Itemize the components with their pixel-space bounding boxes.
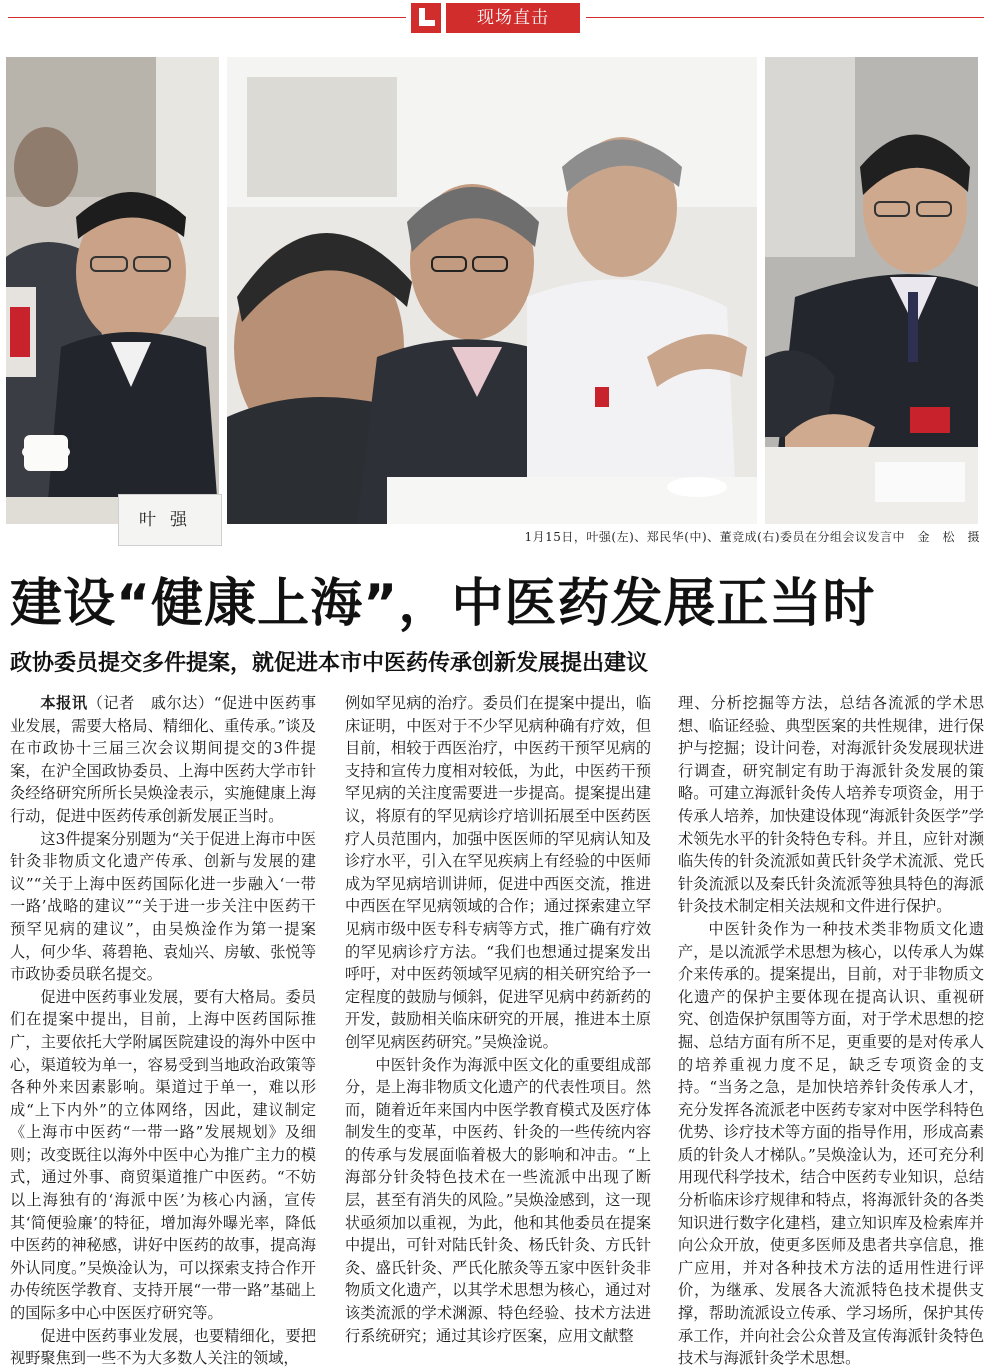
section-label: 现场直击 [446, 3, 580, 33]
article-paragraph: 这3件提案分别题为“关于促进上海市中医针灸非物质文化遗产传承、创新与发展的建议”“关于上海中医药国际化进一步融入‘一带一路’战略的建议”“关于进一步关注中医药干预罕见病的建议”，由吴焕淦作为第一提案人，何少华、蒋碧艳、袁灿兴、房敏、张悦等市政协委员联名提交。 [10, 829, 317, 984]
byline-reporter: （记者 戚尔达） [87, 694, 214, 712]
photo-right-speaker [765, 57, 978, 524]
article-column-2 [345, 692, 651, 1345]
nameplate: 叶强 [118, 494, 222, 546]
byline: 本报讯 [40, 694, 88, 712]
article-paragraph: 促进中医药事业发展，要有大格局。委员们在提案中提出，目前，上海中医药国际推广，主要依托大学附属医院建设的海外中医中心，渠道较为单一，容易受到当地政治政策等各种外来因素影响。渠道过于单一，难以形成“上下内外”的立体网络，因此，建议制定《上海市中医药“一带一路”发展规划》及细则；改变既往以海外中医中心为推广主力的模式，通过外事、商贸渠道推广中医药。“不妨以上海独有的‘海派中医’为核心内涵，宣传其‘简便验廉’的特征，增加海外曝光率，降低中医药的神秘感，讲好中医药的故事，提高海外认同度。”吴焕淦认为，可以探索支持合作开办传统医学教育、支持开展“一带一路”基础上的国际多中心中医医疗研究等。 [10, 987, 316, 1323]
paragraph-text: “促进中医药事业发展，需要大格局、精细化、重传承。”谈及在市政协十三届三次会议期间提交的3件提案，在沪全国政协委员、上海中医药大学市针灸经络研究所所长吴焕淦表示，实施健康上海行动，促进中医药传承创新发展正当时。 [10, 694, 317, 825]
article-paragraph: 中医针灸作为海派中医文化的重要组成部分，是上海非物质文化遗产的代表性项目。然而，随着近年来国内中医学教育模式及医疗体制发生的变革，中医药、针灸的一些传统内容的传承与发展面临着极大的影响和冲击。“上海部分针灸特色技术在一些流派中出现了断层，甚至有消失的风险。”吴焕淦感到，这一现状亟须加以重视，为此，他和其他委员在提案中提出，可针对陆氏针灸、杨氏针灸、方氏针灸、盛氏针灸、严氏化脓灸等五家中医针灸非物质文化遗产，以其学术思想为核心，通过对该类流派的学术渊源、特色经验、技术方法进行系统研究；通过其诊疗医案，应用文献整 [345, 1055, 651, 1345]
photo-caption: 1月15日，叶强(左)、郑民华(中)、董竞成(右)委员在分组会议发言中 金 松 摄 [524, 530, 980, 544]
section-header [0, 0, 999, 36]
article-paragraph: 例如罕见病的治疗。委员们在提案中提出，临床证明，中医对于不少罕见病种确有疗效，但目前，相较于西医治疗，中医药干预罕见病的支持和宣传力度相对较低，为此，中医药干预罕见病的关注度需要进一步提高。提案提出建议，将原有的罕见病诊疗培训拓展至中医药医疗人员范围内，加强中医医师的罕见病认知及诊疗水平，引入在罕见疾病上有经验的中医师成为罕见病培训讲师，促进中西医交流，推进中西医在罕见病领域的合作；通过探索建立罕见病市级中医专科专病等方式，推广确有疗效的罕见病诊疗方法。“我们也想通过提案发出呼吁，对中医药领域罕见病的相关研究给予一定程度的鼓励与倾斜，促进罕见病中药新药的开发，鼓励相关临床研究的开展，推进本土原创罕见病医药研究。”吴焕淦说。 [345, 694, 651, 1051]
header-rule-right [586, 17, 984, 18]
article-paragraph: 理、分析挖掘等方法，总结各流派的学术思想、临证经验、典型医案的共性规律，进行保护与挖掘；设计问卷，对海派针灸发展现状进行调查，研究制定有助于海派针灸发展的策略。可建立海派针灸传人培养专项资金，用于传承人培养，加快建设体现“海派针灸医学”学术领先水平的针灸特色专科。并且，应针对濒临失传的针灸流派如黄氏针灸学术流派、党氏针灸流派以及秦氏针灸流派等独具特色的海派针灸技术制定相关法规和文件进行保护。 [678, 694, 984, 916]
photo-left-speaker [6, 57, 219, 530]
article-paragraph: 促进中医药事业发展，也要精细化，要把视野聚焦到一些不为大多数人关注的领域， [10, 1326, 316, 1368]
article-subheadline: 政协委员提交多件提案，就促进本市中医药传承创新发展提出建议 [10, 651, 649, 676]
newspaper-logo-icon [411, 3, 441, 33]
photo-middle-speakers [227, 57, 757, 524]
article-paragraph: 中医针灸作为一种技术类非物质文化遗产，是以流派学术思想为核心，以传承人为媒介来传承的。提案提出，目前，对于非物质文化遗产的保护主要体现在提高认识、重视研究、创造保护氛围等方面，对于学术思想的挖掘、总结方面有所不足，更重要的是对传承人的培养重视力度不足，缺乏专项资金的支持。“当务之急，是加快培养针灸传承人才，充分发挥各流派老中医药专家对中医学科特色优势、诊疗技术等方面的指导作用，形成高素质的针灸人才梯队。”吴焕淦认为，还可充分利用现代科学技术，结合中医药专业知识，总结分析临床诊疗规律和特点，将海派针灸的各类知识进行数字化建档，建立知识库及检索库并向公众开放，使更多医师及患者共享信息，推广应用，并对各种技术方法的适用性进行评价，为继承、发展各大流派特色技术提供支撑，帮助流派设立传承、学习场所，保护其传承工作，并向社会公众普及宣传海派针灸特色技术与海派针灸学术思想。 [678, 919, 984, 1368]
article-column-1 [10, 692, 317, 1368]
article-headline: 建设“健康上海”，中医药发展正当时 [10, 574, 876, 634]
article-paragraph [10, 692, 316, 828]
header-rule-left [8, 17, 406, 18]
article-column-3 [678, 692, 984, 1368]
